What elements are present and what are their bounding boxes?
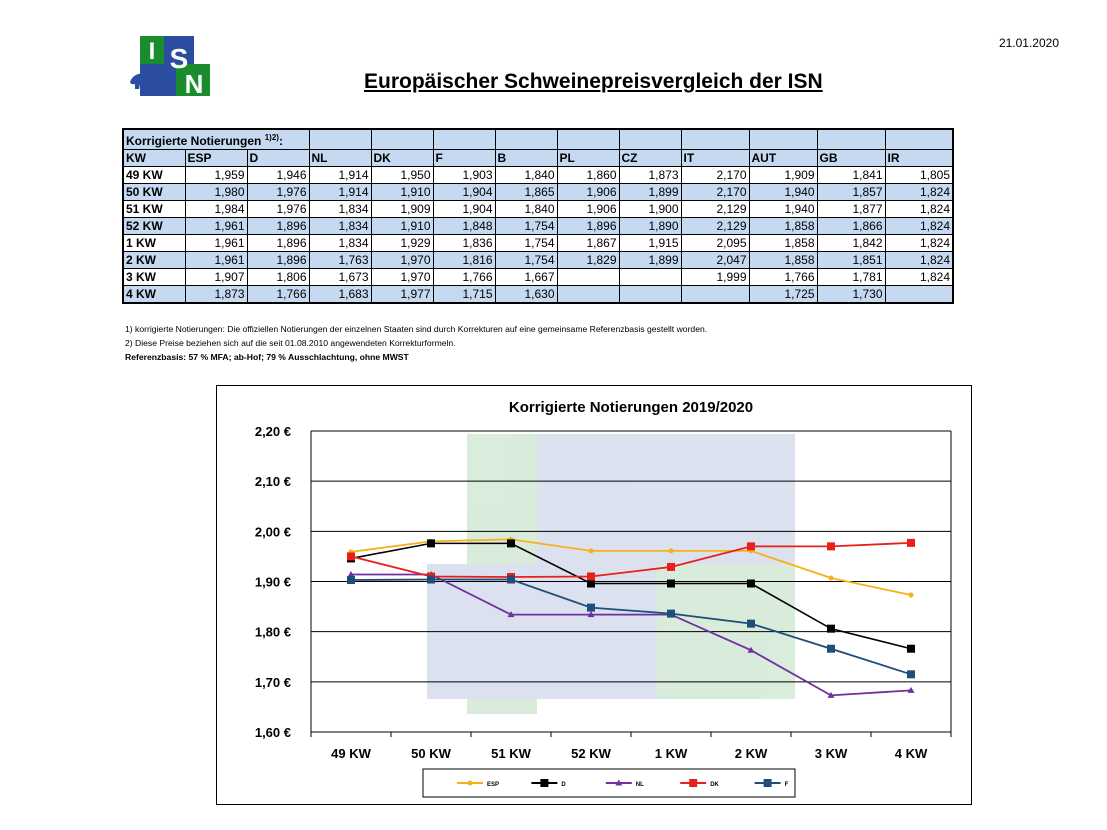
price-cell: 1,867 — [557, 235, 619, 252]
price-cell: 1,851 — [817, 252, 885, 269]
data-point-d — [587, 580, 595, 588]
price-cell: 1,667 — [495, 269, 557, 286]
data-point-d — [507, 539, 515, 547]
price-cell: 1,910 — [371, 218, 433, 235]
price-cell: 2,129 — [681, 201, 749, 218]
x-tick-label: 50 KW — [411, 746, 451, 761]
data-point-esp — [589, 548, 594, 553]
price-cell: 1,873 — [619, 167, 681, 184]
x-tick-label: 51 KW — [491, 746, 531, 761]
price-cell: 1,766 — [433, 269, 495, 286]
price-cell: 1,980 — [185, 184, 247, 201]
column-header: F — [433, 150, 495, 167]
price-cell: 1,866 — [817, 218, 885, 235]
week-cell: 3 KW — [123, 269, 185, 286]
price-cell: 1,754 — [495, 235, 557, 252]
price-cell: 1,909 — [749, 167, 817, 184]
data-point-d — [427, 539, 435, 547]
week-cell: 49 KW — [123, 167, 185, 184]
page-title: Europäischer Schweinepreisvergleich der ISN — [364, 70, 823, 93]
price-cell: 1,950 — [371, 167, 433, 184]
price-cell: 1,806 — [247, 269, 309, 286]
price-cell: 1,961 — [185, 252, 247, 269]
price-cell: 1,834 — [309, 201, 371, 218]
table-caption-row — [123, 129, 953, 150]
price-cell: 1,754 — [495, 218, 557, 235]
data-point-d — [827, 625, 835, 633]
caption-empty-cell — [433, 129, 495, 150]
price-cell: 1,673 — [309, 269, 371, 286]
week-cell: 1 KW — [123, 235, 185, 252]
column-header: ESP — [185, 150, 247, 167]
week-cell: 2 KW — [123, 252, 185, 269]
price-cell — [557, 269, 619, 286]
price-cell: 1,914 — [309, 184, 371, 201]
price-cell: 1,896 — [247, 218, 309, 235]
price-cell: 1,976 — [247, 201, 309, 218]
caption-text: Korrigierte Notierungen — [126, 134, 262, 148]
data-point-dk — [347, 552, 355, 560]
price-cell: 1,725 — [749, 286, 817, 304]
column-header: PL — [557, 150, 619, 167]
price-cell: 1,909 — [371, 201, 433, 218]
price-cell: 1,860 — [557, 167, 619, 184]
price-cell: 1,805 — [885, 167, 953, 184]
data-point-dk — [667, 563, 675, 571]
y-tick-label: 1,80 € — [254, 624, 291, 640]
caption-empty-cell — [309, 129, 371, 150]
data-point-f — [507, 575, 515, 583]
column-header: AUT — [749, 150, 817, 167]
price-cell: 1,858 — [749, 252, 817, 269]
x-tick-label: 52 KW — [571, 746, 611, 761]
price-table — [122, 128, 954, 304]
price-cell: 1,977 — [371, 286, 433, 304]
data-point-d — [747, 580, 755, 588]
price-cell: 1,896 — [247, 252, 309, 269]
data-point-d — [907, 645, 915, 653]
price-cell: 1,715 — [433, 286, 495, 304]
price-cell — [619, 269, 681, 286]
caption-sup: 1)2) — [264, 133, 279, 142]
week-cell: 51 KW — [123, 201, 185, 218]
data-point-dk — [587, 572, 595, 580]
price-cell: 1,766 — [247, 286, 309, 304]
isn-logo — [128, 36, 212, 98]
data-point-f — [427, 575, 435, 583]
data-point-f — [347, 576, 355, 584]
column-header: NL — [309, 150, 371, 167]
x-tick-label: 1 KW — [654, 746, 688, 761]
chart-svg — [217, 386, 971, 804]
price-cell: 1,929 — [371, 235, 433, 252]
table-header-row — [123, 150, 953, 167]
caption-empty-cell — [619, 129, 681, 150]
data-point-esp — [909, 593, 914, 598]
legend-label-dk: DK — [710, 782, 719, 788]
data-point-dk — [689, 779, 697, 787]
caption-empty-cell — [817, 129, 885, 150]
price-cell: 1,683 — [309, 286, 371, 304]
y-tick-label: 2,20 € — [254, 424, 291, 439]
legend-label-d: D — [561, 782, 566, 788]
price-cell: 1,903 — [433, 167, 495, 184]
price-cell: 1,781 — [817, 269, 885, 286]
price-cell: 1,940 — [749, 184, 817, 201]
price-cell: 1,834 — [309, 235, 371, 252]
caption-suffix: : — [278, 134, 283, 148]
price-cell: 1,906 — [557, 184, 619, 201]
price-cell: 1,865 — [495, 184, 557, 201]
y-tick-label: 1,90 € — [254, 574, 291, 590]
table-row — [123, 235, 953, 252]
price-cell: 1,961 — [185, 218, 247, 235]
footnote-1: 1) korrigierte Notierungen: Die offiziellen Notierungen der einzelnen Staaten sind durch Korrekturen auf eine gemeinsame Referenzbasis gestellt worden. — [125, 324, 708, 334]
price-cell — [557, 286, 619, 304]
table-row — [123, 184, 953, 201]
price-cell: 1,630 — [495, 286, 557, 304]
price-cell: 1,999 — [681, 269, 749, 286]
legend-label-esp: ESP — [487, 782, 500, 788]
column-header: IT — [681, 150, 749, 167]
data-point-dk — [747, 542, 755, 550]
price-cell: 1,824 — [885, 218, 953, 235]
price-cell: 1,959 — [185, 167, 247, 184]
caption-empty-cell — [557, 129, 619, 150]
price-cell: 1,730 — [817, 286, 885, 304]
price-cell: 1,754 — [495, 252, 557, 269]
data-point-esp — [669, 548, 674, 553]
price-cell: 1,824 — [885, 252, 953, 269]
price-cell: 2,047 — [681, 252, 749, 269]
x-tick-label: 49 KW — [331, 746, 371, 761]
chart-title: Korrigierte Notierungen 2019/2020 — [508, 399, 754, 416]
price-cell: 1,900 — [619, 201, 681, 218]
data-point-f — [827, 645, 835, 653]
column-header: IR — [885, 150, 953, 167]
price-cell: 1,907 — [185, 269, 247, 286]
price-cell: 1,940 — [749, 201, 817, 218]
week-cell: 52 KW — [123, 218, 185, 235]
price-cell: 2,170 — [681, 184, 749, 201]
price-cell: 1,836 — [433, 235, 495, 252]
y-tick-label: 2,10 € — [254, 474, 291, 490]
caption-empty-cell — [495, 129, 557, 150]
price-cell: 1,970 — [371, 252, 433, 269]
price-cell: 1,896 — [247, 235, 309, 252]
price-cell: 1,824 — [885, 269, 953, 286]
x-tick-label: 3 KW — [814, 746, 848, 761]
week-cell: 4 KW — [123, 286, 185, 304]
data-point-esp — [468, 781, 473, 786]
price-cell: 1,961 — [185, 235, 247, 252]
table-caption — [123, 129, 309, 150]
price-cell: 1,824 — [885, 184, 953, 201]
legend-label-nl: NL — [635, 782, 644, 788]
report-date: 21.01.2020 — [998, 36, 1059, 50]
price-cell — [885, 286, 953, 304]
price-cell: 1,984 — [185, 201, 247, 218]
price-cell: 1,824 — [885, 201, 953, 218]
price-cell: 1,858 — [749, 218, 817, 235]
price-cell: 1,976 — [247, 184, 309, 201]
column-header: B — [495, 150, 557, 167]
price-cell: 1,834 — [309, 218, 371, 235]
price-cell: 1,848 — [433, 218, 495, 235]
table-row — [123, 201, 953, 218]
legend-label-f: F — [784, 782, 789, 788]
price-cell: 1,896 — [557, 218, 619, 235]
x-tick-label: 4 KW — [894, 746, 928, 761]
y-tick-label: 1,70 € — [254, 674, 291, 690]
column-header: D — [247, 150, 309, 167]
price-cell: 1,841 — [817, 167, 885, 184]
caption-empty-cell — [681, 129, 749, 150]
price-cell: 2,095 — [681, 235, 749, 252]
price-cell: 1,906 — [557, 201, 619, 218]
footnote-2: 2) Diese Preise beziehen sich auf die seit 01.08.2010 angewendeten Korrekturformeln. — [125, 338, 456, 348]
logo-letter-n: N — [184, 69, 204, 98]
caption-empty-cell — [885, 129, 953, 150]
table-row — [123, 269, 953, 286]
price-cell: 1,816 — [433, 252, 495, 269]
price-cell: 1,858 — [749, 235, 817, 252]
price-cell: 1,840 — [495, 167, 557, 184]
price-cell: 1,829 — [557, 252, 619, 269]
y-tick-label: 1,60 € — [254, 725, 291, 740]
price-cell: 1,946 — [247, 167, 309, 184]
price-cell: 2,129 — [681, 218, 749, 235]
price-cell: 1,914 — [309, 167, 371, 184]
price-cell: 1,766 — [749, 269, 817, 286]
price-cell: 1,877 — [817, 201, 885, 218]
week-cell: 50 KW — [123, 184, 185, 201]
price-cell: 1,899 — [619, 184, 681, 201]
caption-empty-cell — [371, 129, 433, 150]
data-point-esp — [829, 575, 834, 580]
data-point-d — [540, 779, 548, 787]
price-cell: 1,873 — [185, 286, 247, 304]
data-point-d — [667, 580, 675, 588]
price-cell — [619, 286, 681, 304]
data-point-f — [764, 779, 772, 787]
price-cell — [681, 286, 749, 304]
price-cell: 1,842 — [817, 235, 885, 252]
y-tick-label: 2,00 € — [254, 524, 291, 540]
column-header: DK — [371, 150, 433, 167]
logo-letter-s: S — [169, 43, 189, 74]
data-point-f — [587, 604, 595, 612]
column-header: GB — [817, 150, 885, 167]
data-point-f — [667, 610, 675, 618]
price-chart — [216, 385, 972, 805]
data-point-dk — [907, 539, 915, 547]
price-cell: 1,904 — [433, 201, 495, 218]
price-cell: 1,904 — [433, 184, 495, 201]
price-cell: 1,824 — [885, 235, 953, 252]
table-row — [123, 167, 953, 184]
price-cell: 1,857 — [817, 184, 885, 201]
data-point-f — [747, 620, 755, 628]
price-cell: 1,910 — [371, 184, 433, 201]
caption-empty-cell — [749, 129, 817, 150]
table-row — [123, 252, 953, 269]
column-header: KW — [123, 150, 185, 167]
price-cell: 1,915 — [619, 235, 681, 252]
table-row — [123, 218, 953, 235]
price-cell: 1,763 — [309, 252, 371, 269]
x-tick-label: 2 KW — [734, 746, 768, 761]
table-row — [123, 286, 953, 304]
footnotes — [125, 322, 707, 364]
price-cell: 1,840 — [495, 201, 557, 218]
data-point-f — [907, 670, 915, 678]
logo-letter-i: I — [148, 38, 156, 65]
reference-basis: Referenzbasis: 57 % MFA; ab-Hof; 79 % Ausschlachtung, ohne MWST — [125, 352, 409, 362]
column-header: CZ — [619, 150, 681, 167]
data-point-dk — [827, 542, 835, 550]
price-cell: 1,890 — [619, 218, 681, 235]
price-cell: 2,170 — [681, 167, 749, 184]
price-cell: 1,970 — [371, 269, 433, 286]
price-cell: 1,899 — [619, 252, 681, 269]
